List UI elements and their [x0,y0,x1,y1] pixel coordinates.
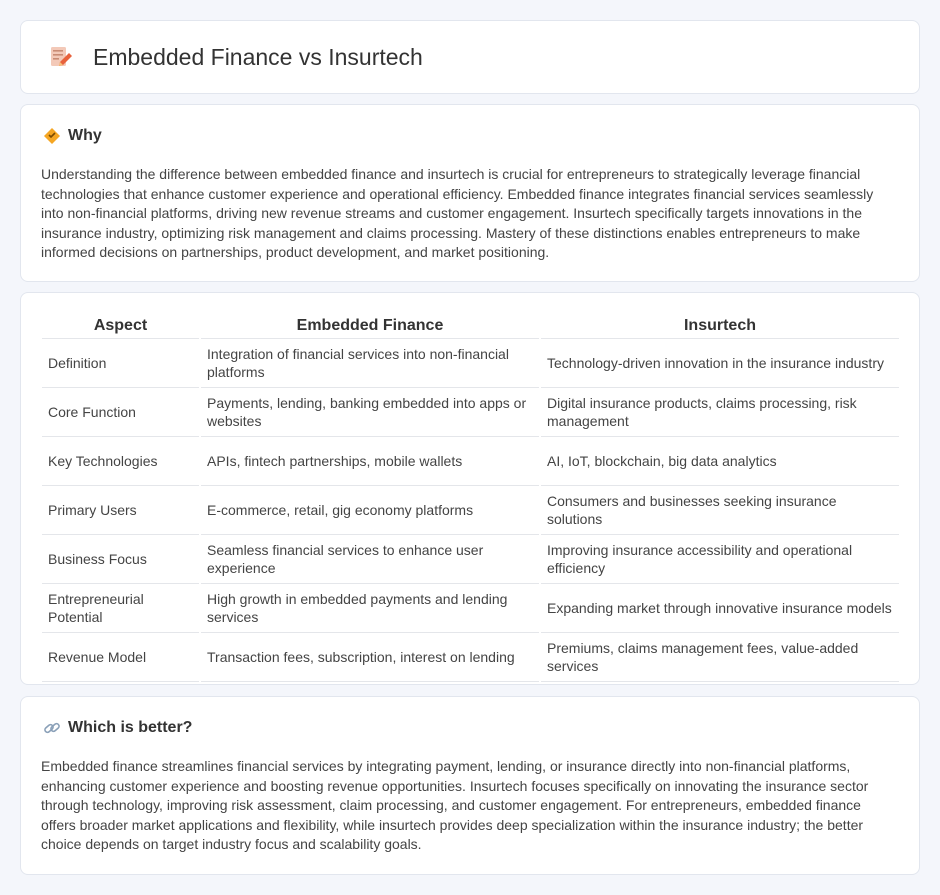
insurtech-cell: Technology-driven innovation in the insurance industry [540,338,899,387]
aspect-cell: Key Technologies [42,436,200,485]
table-row [42,485,899,534]
aspect-cell: Revenue Model [42,632,200,681]
insurtech-cell: Premiums, claims management fees, value-added services [540,632,899,681]
insurtech-cell: AI, IoT, blockchain, big data analytics [540,436,899,485]
embedded-finance-cell: APIs, fintech partnerships, mobile wallets [200,436,540,485]
table-header-row [42,316,899,338]
table-row [42,436,899,485]
diamond-sign-icon [43,127,61,145]
embedded-finance-cell: High growth in embedded payments and lending services [200,583,540,632]
aspect-cell: Primary Users [42,485,200,534]
header-embedded-finance: Embedded Finance [200,316,540,338]
insurtech-cell: Consumers and businesses seeking insurance solutions [540,485,899,534]
which-is-better-section [20,696,920,875]
insurtech-cell: Improving insurance accessibility and operational efficiency [540,534,899,583]
which-is-better-text: Embedded finance streamlines financial services by integrating payment, lending, or insurance directly into non-financial platforms, enhancing customer experience and boosting revenue opportunities. Insurtech focuses specifically on innovating the insurance sector through technology, improving risk assessment, claim processing, and customer engagement. For entrepreneurs, embedded finance offers broader market applications and flexibility, while insurtech provides deep specialization within the insurance industry; the better choice depends on target industry focus and scalability goals. [41,758,869,853]
why-title: Why [68,127,102,144]
page-title: Embedded Finance vs Insurtech [93,43,423,70]
title-card [20,20,920,94]
embedded-finance-cell: Seamless financial services to enhance user experience [200,534,540,583]
aspect-cell: Entrepreneurial Potential [42,583,200,632]
embedded-finance-cell: Integration of financial services into non-financial platforms [200,338,540,387]
table-row [42,387,899,436]
document-pencil-icon [47,44,73,70]
aspect-cell: Definition [42,338,200,387]
comparison-table [42,316,899,682]
link-icon [43,719,61,737]
comparison-card [20,292,920,685]
table-row [42,338,899,387]
insurtech-cell: Digital insurance products, claims processing, risk management [540,387,899,436]
embedded-finance-cell: Transaction fees, subscription, interest on lending [200,632,540,681]
table-row [42,534,899,583]
table-row [42,583,899,632]
header-insurtech: Insurtech [540,316,899,338]
why-text: Understanding the difference between embedded finance and insurtech is crucial for entrepreneurs to strategically leverage financial technologies that enhance customer experience and operational efficiency. Embedded finance integrates financial services seamlessly into non-financial platforms, driving new revenue streams and customer engagement. Insurtech specifically targets innovations in the insurance industry, optimizing risk management and claims processing. Mastery of these distinctions enables entrepreneurs to make informed decisions on partnerships, product development, and market positioning. [41,166,874,261]
table-row [42,632,899,681]
aspect-cell: Core Function [42,387,200,436]
which-is-better-title: Which is better? [68,719,193,736]
aspect-cell: Business Focus [42,534,200,583]
header-aspect: Aspect [42,316,200,338]
why-section [20,104,920,282]
embedded-finance-cell: Payments, lending, banking embedded into apps or websites [200,387,540,436]
insurtech-cell: Expanding market through innovative insurance models [540,583,899,632]
embedded-finance-cell: E-commerce, retail, gig economy platforms [200,485,540,534]
